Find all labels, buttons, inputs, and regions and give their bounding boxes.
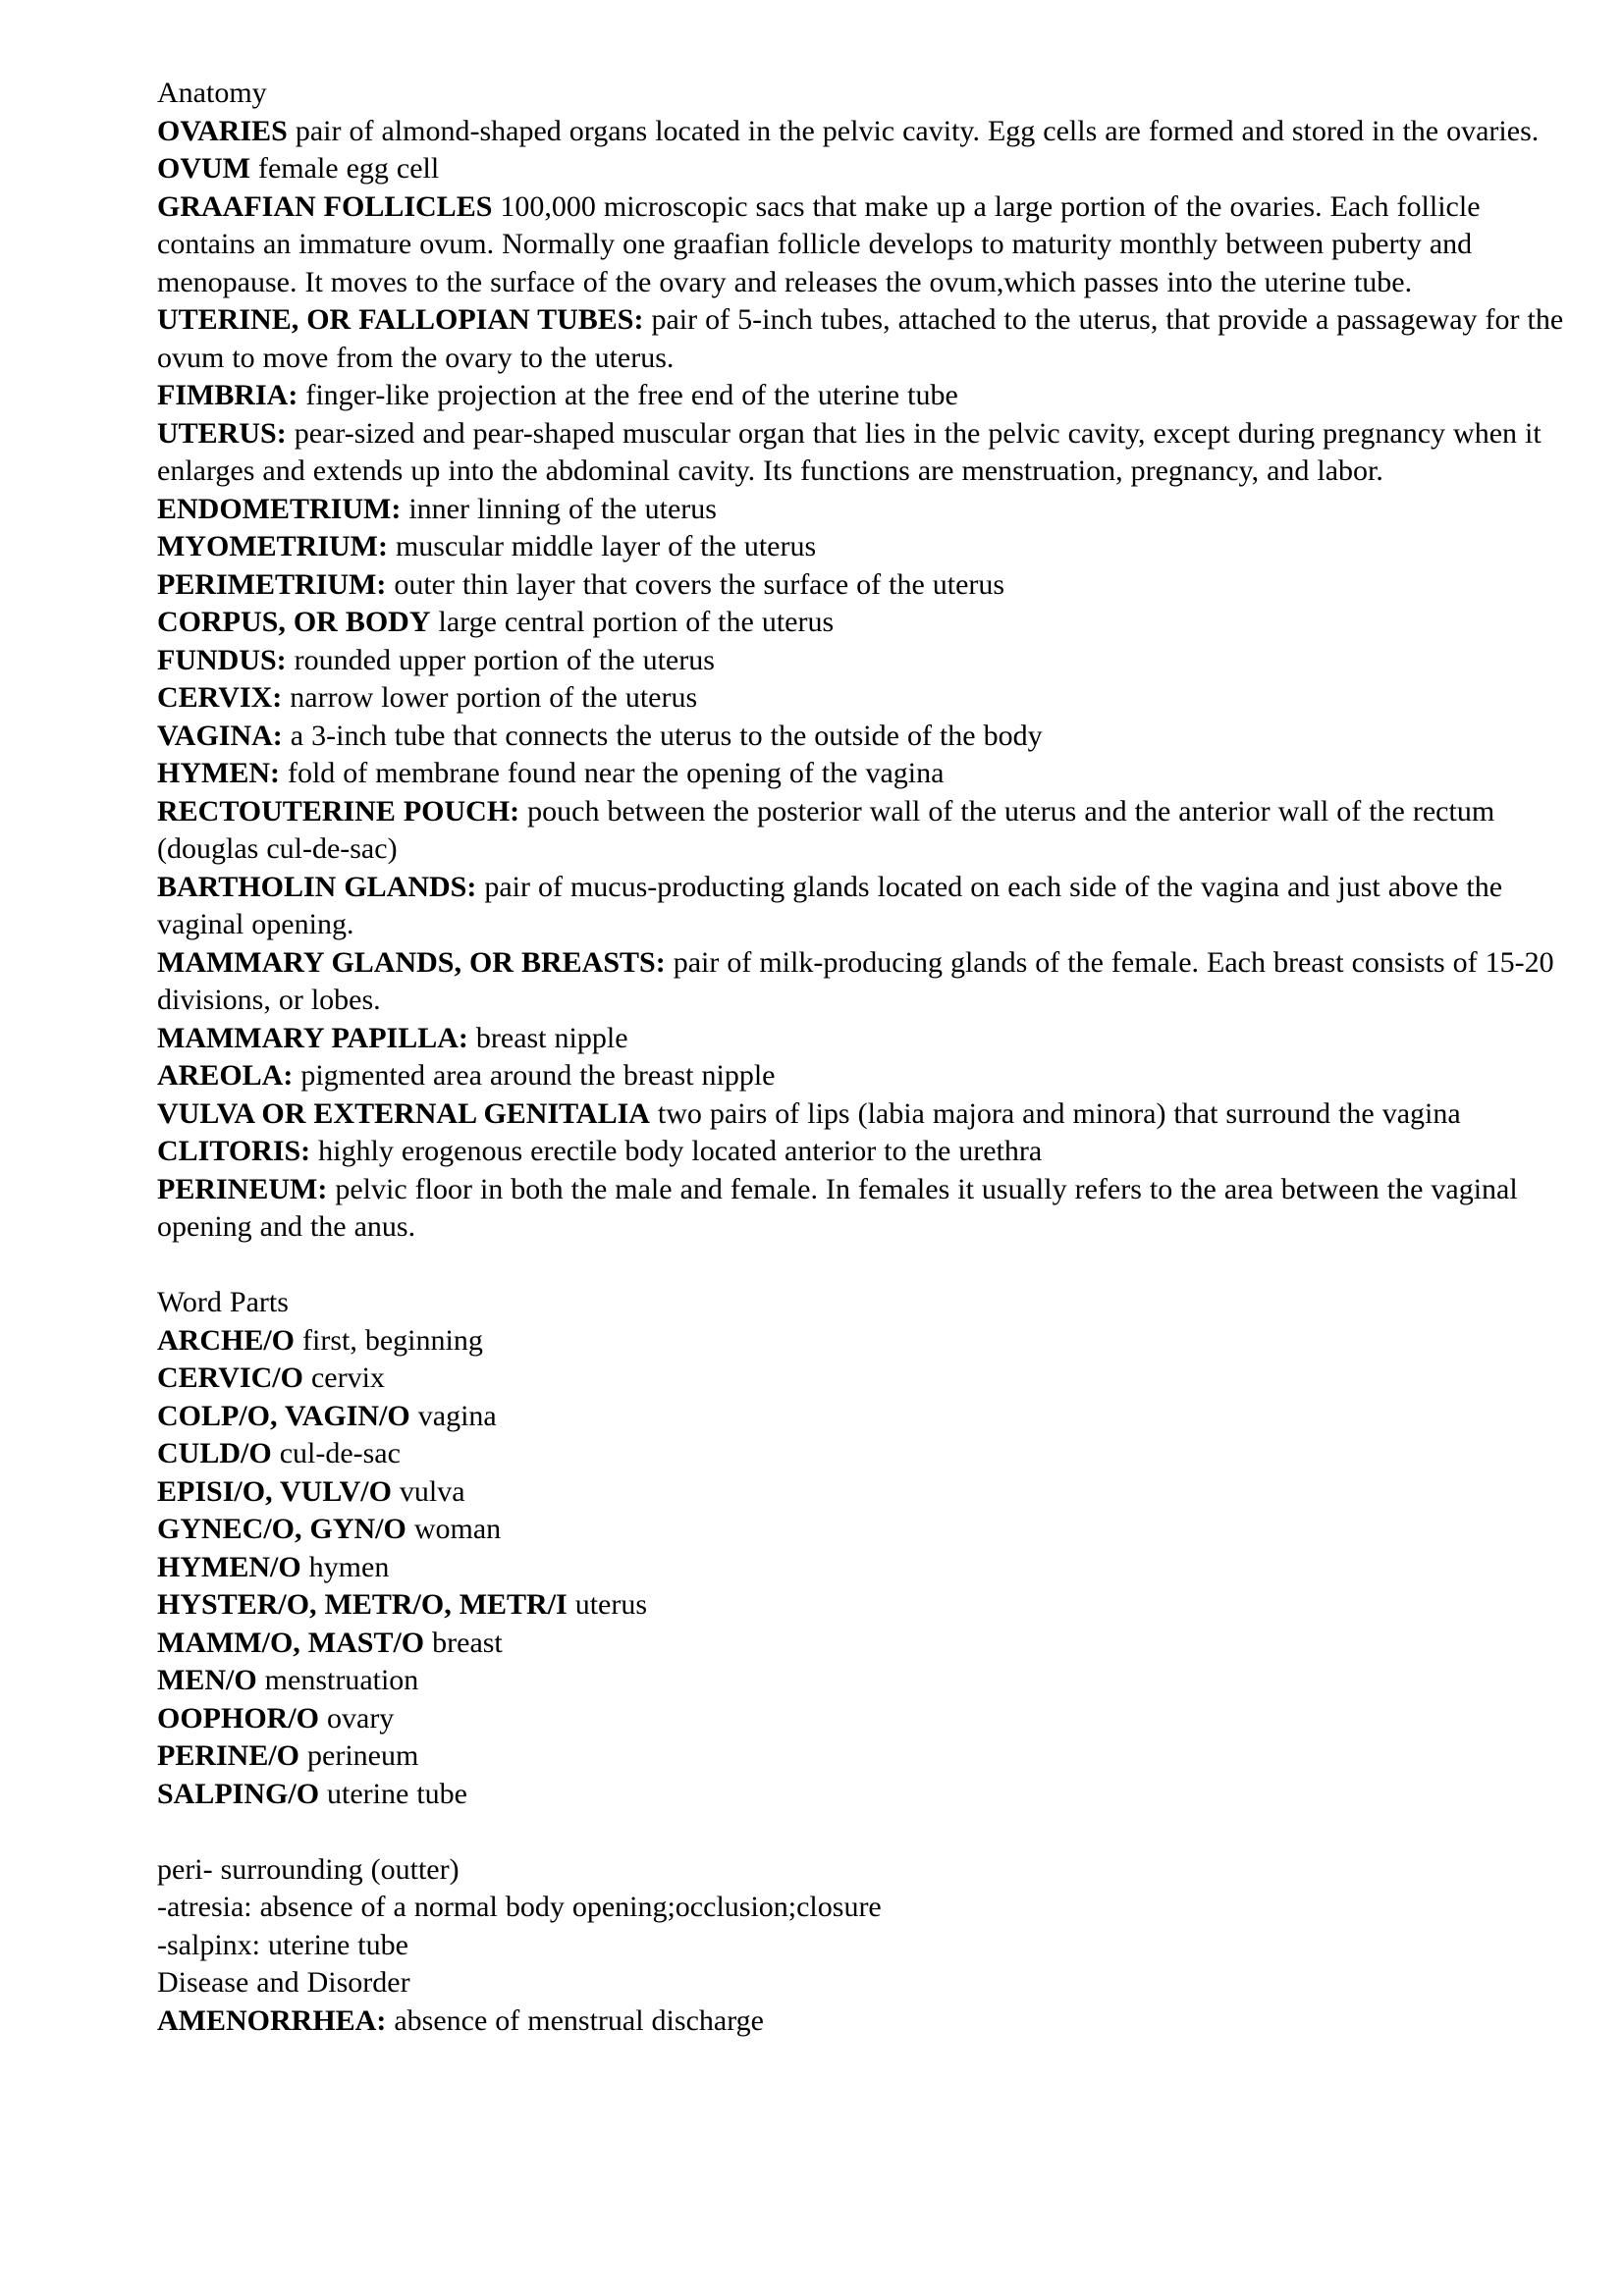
term-entry: SALPING/O uterine tube	[157, 1777, 467, 1810]
term-label: MAMMARY GLANDS, OR BREASTS:	[157, 945, 666, 979]
term-entry: AMENORRHEA: absence of menstrual discharge	[157, 2003, 764, 2037]
term-entry: PERIMETRIUM: outer thin layer that covers the surface of the uterus	[157, 567, 1005, 601]
term-entry: VULVA OR EXTERNAL GENITALIA two pairs of lips (labia majora and minora) that surround the vagina	[157, 1096, 1461, 1130]
text-line: Disease and Disorder	[157, 1966, 410, 1999]
term-entry: AREOLA: pigmented area around the breast nipple	[157, 1059, 776, 1092]
term-label: PERIMETRIUM:	[157, 567, 387, 601]
term-label: ENDOMETRIUM:	[157, 492, 402, 525]
text-line: peri- surrounding (outter)	[157, 1852, 460, 1886]
term-label: VULVA OR EXTERNAL GENITALIA	[157, 1096, 650, 1130]
term-entry: OVUM female egg cell	[157, 152, 440, 185]
term-label: GYNEC/O, GYN/O	[157, 1513, 406, 1545]
term-label: MYOMETRIUM:	[157, 530, 388, 562]
blank-line	[157, 1247, 1573, 1285]
term-label: HYSTER/O, METR/O, METR/I	[157, 1588, 568, 1621]
term-entry: RECTOUTERINE POUCH: pouch between the posterior wall of the uterus and the anterior wall of the rectum (douglas cul-de-sac)	[157, 794, 1495, 865]
term-label: MEN/O	[157, 1664, 257, 1696]
term-label: UTERUS:	[157, 416, 287, 450]
term-entry: ENDOMETRIUM: inner linning of the uterus	[157, 492, 717, 525]
term-entry: VAGINA: a 3-inch tube that connects the uterus to the outside of the body	[157, 719, 1043, 752]
section-heading: Word Parts	[157, 1286, 289, 1318]
term-entry: MYOMETRIUM: muscular middle layer of the uterus	[157, 530, 817, 562]
term-label: SALPING/O	[157, 1777, 320, 1810]
term-label: BARTHOLIN GLANDS:	[157, 870, 477, 903]
term-label: PERINEUM:	[157, 1172, 328, 1205]
term-label: CERVIX:	[157, 681, 283, 714]
text-line: -salpinx: uterine tube	[157, 1928, 408, 1961]
term-entry: MAMMARY PAPILLA: breast nipple	[157, 1021, 628, 1054]
term-label: RECTOUTERINE POUCH:	[157, 794, 520, 828]
term-label: MAMMARY PAPILLA:	[157, 1021, 468, 1054]
term-label: FIMBRIA:	[157, 379, 298, 411]
term-entry: PERINE/O perineum	[157, 1739, 419, 1772]
term-entry: FIMBRIA: finger-like projection at the free end of the uterine tube	[157, 379, 958, 411]
term-entry: BARTHOLIN GLANDS: pair of mucus-producting glands located on each side of the vagina and just above the vaginal opening.	[157, 870, 1503, 940]
term-entry: CERVIC/O cervix	[157, 1362, 385, 1394]
term-label: OVARIES	[157, 114, 288, 147]
term-entry: ARCHE/O first, beginning	[157, 1323, 483, 1357]
term-entry: GRAAFIAN FOLLICLES 100,000 microscopic sacs that make up a large portion of the ovaries. Each follicle contains an immature ovum. Normally one graafian follicle develops to maturity monthly between puberty and menopause. It moves to the surface of the ovary and releases the ovum,which passes into the uterine tube.	[157, 189, 1481, 298]
term-label: CORPUS, OR BODY	[157, 606, 431, 638]
term-entry: GYNEC/O, GYN/O woman	[157, 1513, 502, 1545]
text-line: -atresia: absence of a normal body opening;occlusion;closure	[157, 1891, 882, 1923]
term-entry: CERVIX: narrow lower portion of the uterus	[157, 681, 698, 714]
term-label: OVUM	[157, 152, 250, 185]
term-label: ARCHE/O	[157, 1323, 296, 1357]
term-entry: HYMEN/O hymen	[157, 1550, 390, 1583]
term-label: CLITORIS:	[157, 1135, 311, 1167]
term-entry: CORPUS, OR BODY large central portion of the uterus	[157, 606, 835, 638]
term-entry: COLP/O, VAGIN/O vagina	[157, 1399, 497, 1432]
term-entry: CULD/O cul-de-sac	[157, 1437, 401, 1469]
term-entry: PERINEUM: pelvic floor in both the male and female. In females it usually refers to the area between the vaginal opening and the anus.	[157, 1172, 1518, 1243]
term-entry: HYSTER/O, METR/O, METR/I uterus	[157, 1588, 648, 1621]
term-label: AREOLA:	[157, 1059, 294, 1092]
term-label: FUNDUS:	[157, 643, 287, 676]
term-entry: MAMMARY GLANDS, OR BREASTS: pair of milk-producing glands of the female. Each breast consists of 15-20 divisions, or lobes.	[157, 945, 1554, 1016]
term-entry: CLITORIS: highly erogenous erectile body located anterior to the urethra	[157, 1135, 1043, 1167]
section-heading: Anatomy	[157, 77, 267, 109]
term-label: AMENORRHEA:	[157, 2003, 387, 2037]
blank-line	[157, 1813, 1573, 1851]
term-label: COLP/O, VAGIN/O	[157, 1399, 410, 1432]
document-content	[157, 75, 1573, 2040]
term-label: HYMEN/O	[157, 1550, 301, 1583]
term-entry: MAMM/O, MAST/O breast	[157, 1626, 503, 1659]
term-label: EPISI/O, VULV/O	[157, 1474, 392, 1508]
term-label: PERINE/O	[157, 1739, 300, 1772]
term-label: HYMEN:	[157, 757, 280, 789]
term-entry: OOPHOR/O ovary	[157, 1701, 395, 1735]
term-entry: FUNDUS: rounded upper portion of the uterus	[157, 643, 715, 676]
term-label: CERVIC/O	[157, 1362, 303, 1394]
term-entry: EPISI/O, VULV/O vulva	[157, 1474, 465, 1508]
term-label: OOPHOR/O	[157, 1701, 319, 1735]
term-entry: UTERINE, OR FALLOPIAN TUBES: pair of 5-inch tubes, attached to the uterus, that provide a passageway for the ovum to move from the ovary to the uterus.	[157, 303, 1564, 374]
term-label: GRAAFIAN FOLLICLES	[157, 189, 493, 223]
term-label: UTERINE, OR FALLOPIAN TUBES:	[157, 303, 644, 336]
term-label: MAMM/O, MAST/O	[157, 1626, 425, 1659]
term-entry: OVARIES pair of almond-shaped organs located in the pelvic cavity. Egg cells are formed and stored in the ovaries.	[157, 114, 1540, 147]
term-entry: MEN/O menstruation	[157, 1664, 419, 1696]
term-label: CULD/O	[157, 1437, 272, 1469]
term-entry: UTERUS: pear-sized and pear-shaped muscular organ that lies in the pelvic cavity, except during pregnancy when it enlarges and extends up into the abdominal cavity. Its functions are menstruation, pregnancy, and labor.	[157, 416, 1542, 487]
term-label: VAGINA:	[157, 719, 283, 752]
term-entry: HYMEN: fold of membrane found near the opening of the vagina	[157, 757, 945, 789]
